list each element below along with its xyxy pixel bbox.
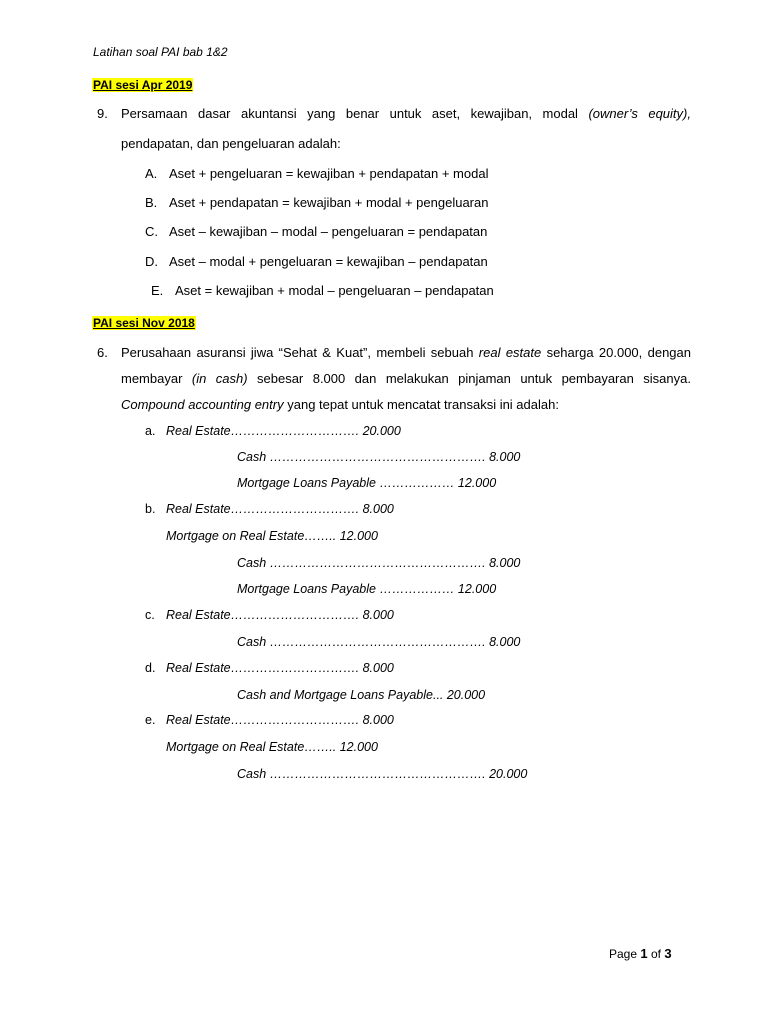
journal-entry-credit: Cash ……………………………………………. 8.000 — [237, 556, 521, 570]
section-title-apr-2019: PAI sesi Apr 2019 — [93, 78, 193, 92]
question-text: Perusahaan asuransi jiwa “Sehat & Kuat”, membeli sebuah — [121, 345, 474, 360]
journal-entry-debit: Mortgage on Real Estate…….. 12.000 — [166, 740, 378, 754]
question-text-line — [121, 371, 691, 386]
question-text: yang tepat untuk mencatat transaksi ini adalah: — [287, 397, 559, 412]
journal-entry-credit: Cash and Mortgage Loans Payable... 20.000 — [237, 688, 486, 702]
option-letter: E. — [151, 283, 164, 298]
question-number: 9. — [97, 106, 108, 121]
option-letter: e. — [145, 713, 156, 727]
journal-entry-debit: Real Estate…………………………. 8.000 — [166, 608, 394, 622]
journal-entry-debit: Real Estate…………………………. 20.000 — [166, 424, 401, 438]
question-text: sebesar 8.000 dan melakukan pinjaman untuk pembayaran sisanya. — [257, 371, 691, 386]
page-word: Page — [609, 947, 638, 961]
question-text-italic: real estate — [478, 345, 542, 360]
option-letter: c. — [145, 608, 155, 622]
page-total: 3 — [664, 946, 672, 961]
option-letter: a. — [145, 424, 156, 438]
question-text-line — [121, 106, 691, 121]
question-text-line — [121, 397, 559, 412]
option-letter: B. — [145, 195, 158, 210]
journal-entry-debit: Real Estate…………………………. 8.000 — [166, 661, 394, 675]
journal-entry-credit: Cash ……………………………………………. 20.000 — [237, 767, 528, 781]
question-text-line — [121, 345, 691, 360]
option-letter: b. — [145, 502, 156, 516]
question-text-italic: Compound accounting entry — [121, 397, 284, 412]
option-text: Aset + pengeluaran = kewajiban + pendapatan + modal — [169, 166, 489, 181]
journal-entry-credit: Mortgage Loans Payable ……………… 12.000 — [237, 476, 497, 490]
option-letter: d. — [145, 661, 156, 675]
option-letter: D. — [145, 254, 158, 269]
option-text: Aset + pendapatan = kewajiban + modal + pengeluaran — [169, 195, 489, 210]
question-text-italic: (in cash) — [191, 371, 248, 386]
journal-entry-credit: Cash ……………………………………………. 8.000 — [237, 450, 521, 464]
option-text: Aset – modal + pengeluaran = kewajiban – pendapatan — [169, 254, 488, 269]
journal-entry-debit: Real Estate…………………………. 8.000 — [166, 502, 394, 516]
journal-entry-credit: Mortgage Loans Payable ……………… 12.000 — [237, 582, 497, 596]
option-text: Aset – kewajiban – modal – pengeluaran = pendapatan — [169, 224, 488, 239]
question-number: 6. — [97, 345, 108, 360]
question-text-italic: (owner’s equity), — [588, 106, 691, 121]
question-text-line: pendapatan, dan pengeluaran adalah: — [121, 136, 341, 151]
page-header: Latihan soal PAI bab 1&2 — [93, 45, 228, 59]
journal-entry-debit: Real Estate…………………………. 8.000 — [166, 713, 394, 727]
option-letter: A. — [145, 166, 158, 181]
question-text: membayar — [121, 371, 183, 386]
question-text: seharga 20.000, dengan — [546, 345, 691, 360]
of-word: of — [650, 947, 661, 961]
journal-entry-debit: Mortgage on Real Estate…….. 12.000 — [166, 529, 378, 543]
question-text: Persamaan dasar akuntansi yang benar untuk aset, kewajiban, modal — [121, 106, 578, 121]
journal-entry-credit: Cash ……………………………………………. 8.000 — [237, 635, 521, 649]
option-letter: C. — [145, 224, 158, 239]
page-number: 1 — [640, 946, 648, 961]
section-title-nov-2018: PAI sesi Nov 2018 — [93, 316, 195, 330]
page-footer — [609, 946, 672, 961]
option-text: Aset = kewajiban + modal – pengeluaran – pendapatan — [175, 283, 494, 298]
